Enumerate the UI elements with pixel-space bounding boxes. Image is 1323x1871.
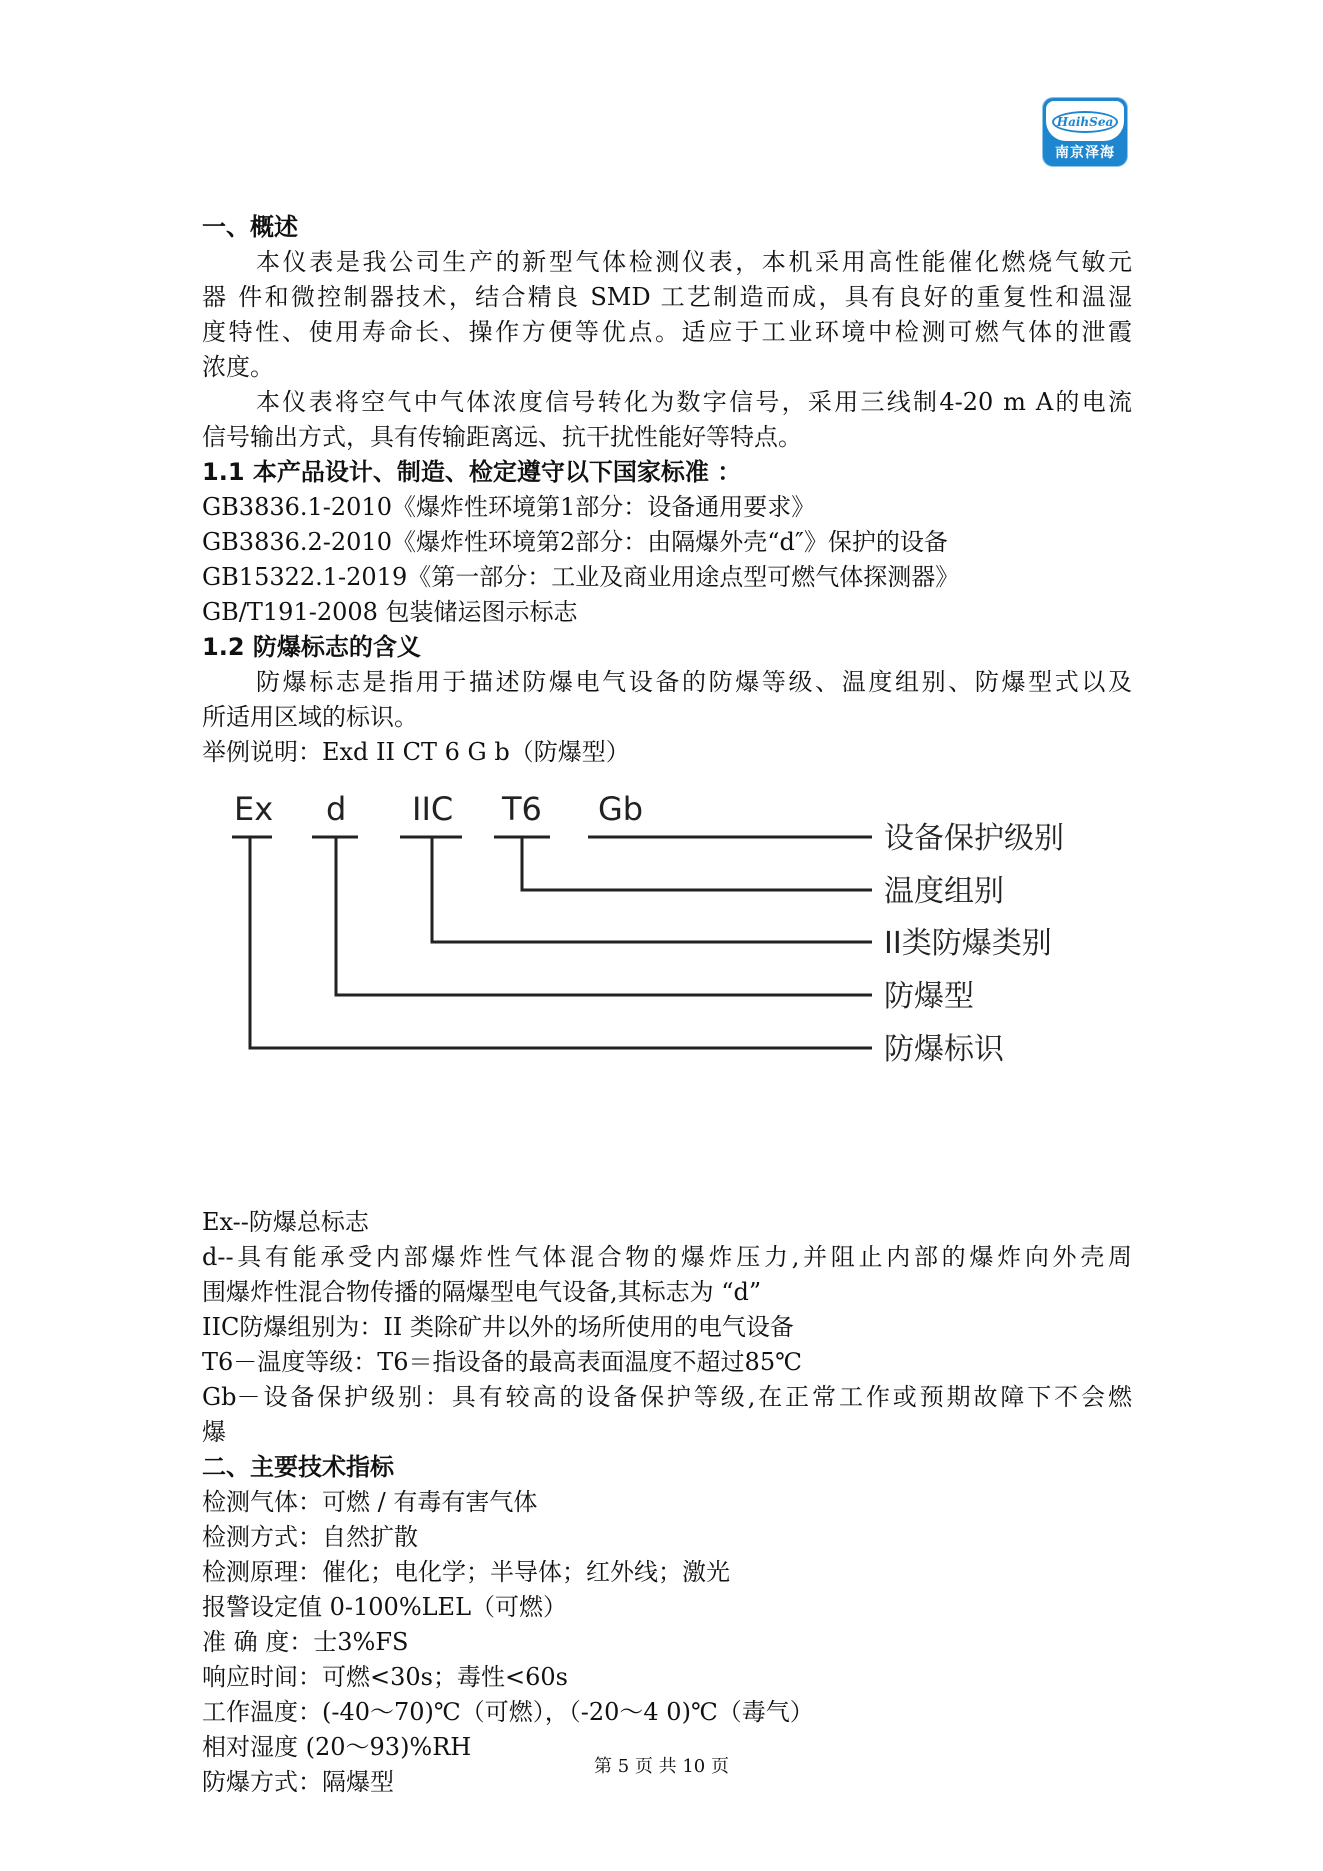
leader-t6 — [522, 837, 872, 890]
spec-item: 相对湿度 (20～93)%RH — [202, 1733, 472, 1761]
code-gb: Gb — [598, 790, 644, 828]
spec-item: 防爆方式：隔爆型 — [202, 1768, 394, 1796]
paragraph-line: 所适用区域的标识。 — [202, 703, 418, 731]
example-line: 举例说明：Exd II CT 6 G b（防爆型） — [202, 738, 630, 766]
paragraph-line: 器 件和微控制器技术，结合精良 SMD 工艺制造而成，具有良好的重复性和温湿 — [202, 283, 1132, 311]
explanation-line: 爆 — [202, 1418, 226, 1446]
spec-item: 检测原理：催化；电化学；半导体；红外线；激光 — [202, 1558, 730, 1586]
explosion-proof-marking-diagram — [232, 782, 1112, 1082]
spec-item: 报警设定值 0-100%LEL（可燃） — [202, 1593, 568, 1621]
spec-item: 响应时间：可燃<30s；毒性<60s — [202, 1663, 568, 1691]
subsection-title: 1.2 防爆标志的含义 — [202, 633, 421, 661]
standard-item: GB3836.1-2010《爆炸性环境第1部分：设备通用要求》 — [202, 493, 816, 521]
code-iic: IIC — [412, 790, 454, 828]
label-explosion-proof-mark: 防爆标识 — [884, 1032, 1004, 1067]
logo-text: 南京泽海 — [1055, 145, 1115, 161]
paragraph-line: 度特性、使用寿命长、操作方便等优点。适应于工业环境中检测可燃气体的泄霞 — [202, 318, 1132, 346]
explanation-line: T6－温度等级：T6＝指设备的最高表面温度不超过85℃ — [202, 1348, 802, 1376]
label-temperature-class: 温度组别 — [884, 874, 1004, 909]
standard-item: GB/T191-2008 包装储运图示标志 — [202, 598, 578, 626]
code-d: d — [326, 790, 347, 828]
explanation-line: Ex--防爆总标志 — [202, 1208, 369, 1236]
explanation-line: Gb－设备保护级别：具有较高的设备保护等级,在正常工作或预期故障下不会燃 — [202, 1383, 1132, 1411]
label-explosion-proof-type: 防爆型 — [884, 979, 974, 1014]
label-group-ii-category: II类防爆类别 — [884, 926, 1052, 961]
spec-item: 检测气体：可燃 / 有毒有害气体 — [202, 1488, 538, 1516]
standard-item: GB3836.2-2010《爆炸性环境第2部分：由隔爆外壳“d″》保护的设备 — [202, 528, 948, 556]
explanation-line: IIC防爆组别为：II 类除矿井以外的场所使用的电气设备 — [202, 1313, 794, 1341]
spec-item: 准 确 度：士3%FS — [202, 1628, 409, 1656]
section-title: 一、概述 — [202, 213, 298, 241]
logo-top — [1046, 101, 1124, 141]
leader-d — [336, 837, 872, 995]
spec-item: 检测方式：自然扩散 — [202, 1523, 418, 1551]
paragraph-line: 本仪表是我公司生产的新型气体检测仪表，本机采用高性能催化燃烧气敏元 — [256, 248, 1132, 276]
paragraph-line: 浓度。 — [202, 353, 274, 381]
explanation-line: d--具有能承受内部爆炸性气体混合物的爆炸压力,并阻止内部的爆炸向外壳周 — [202, 1243, 1132, 1271]
code-t6: T6 — [502, 790, 542, 828]
code-ex: Ex — [234, 790, 274, 828]
logo-mark: HaihSea — [1052, 111, 1118, 133]
subsection-title: 1.1 本产品设计、制造、检定遵守以下国家标准 ： — [202, 458, 742, 486]
company-logo — [1043, 98, 1127, 166]
paragraph-line: 本仪表将空气中气体浓度信号转化为数字信号，采用三线制4-20 m A的电流 — [256, 388, 1132, 416]
section-title: 二、主要技术指标 — [202, 1453, 394, 1481]
explanation-line: 围爆炸性混合物传播的隔爆型电气设备,其标志为 “d” — [202, 1278, 762, 1306]
label-equipment-protection-level: 设备保护级别 — [884, 821, 1064, 856]
spec-item: 工作温度：(-40～70)℃（可燃），（-20～4 0)℃（毒气） — [202, 1698, 814, 1726]
paragraph-line: 信号输出方式，具有传输距离远、抗干扰性能好等特点。 — [202, 423, 802, 451]
page-number: 第 5 页 共 10 页 — [594, 1756, 729, 1777]
paragraph-line: 防爆标志是指用于描述防爆电气设备的防爆等级、温度组别、防爆型式以及 — [256, 668, 1132, 696]
standard-item: GB15322.1-2019《第一部分：工业及商业用途点型可燃气体探测器》 — [202, 563, 960, 591]
